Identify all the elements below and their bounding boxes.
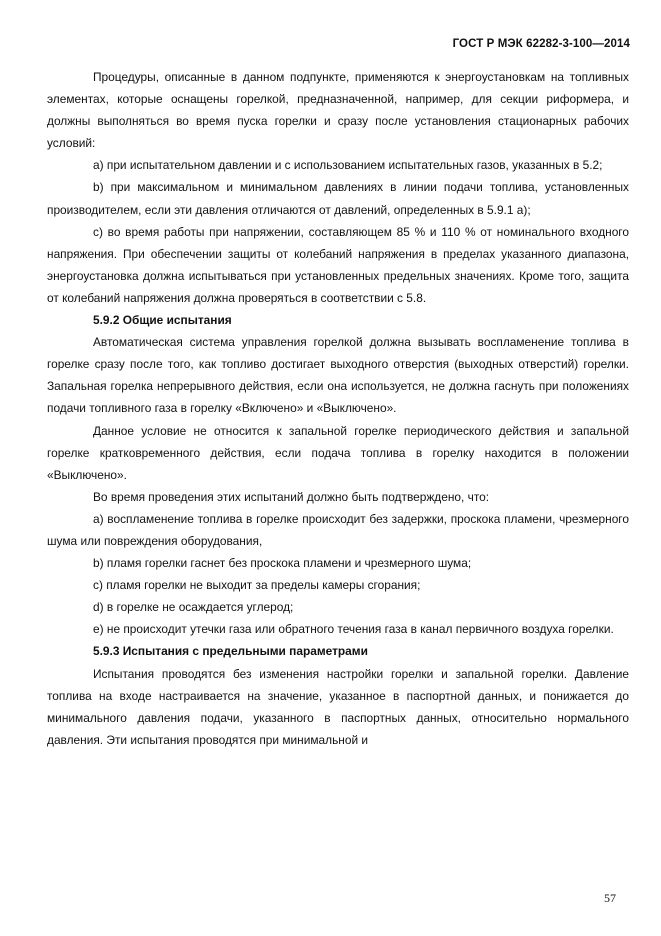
- check-item-c: с) пламя горелки не выходит за пределы камеры сгорания;: [93, 578, 421, 593]
- paragraph-limit-tests: Испытания проводятся без изменения настройки горелки и запальной горелки. Давление топлива на входе настраивается на значение, указанное в паспортной данных, и понижается до минимального давления подачи, указанного в паспортных данных, относительно нормального давления. Эти испытания проводятся при минимальной и: [47, 666, 629, 747]
- check-item-e: е) не происходит утечки газа или обратного течения газа в канал первичного воздуха горелки.: [93, 622, 614, 637]
- list-item-b: b) при максимальном и минимальном давлениях в линии подачи топлива, установленных производителем, если эти давления отличаются от давлений, определенных в 5.9.1 а);: [47, 180, 629, 217]
- page-number: 57: [604, 891, 616, 905]
- section-heading-5-9-2: 5.9.2 Общие испытания: [93, 313, 232, 328]
- paragraph-condition: Данное условие не относится к запальной горелке периодического действия и запальной горелке кратковременного действия, если подача топлива в горелку находится в положении «Выключено».: [47, 423, 629, 482]
- paragraph-intro: Процедуры, описанные в данном подпункте, применяются к энергоустановкам на топливных элементах, которые оснащены горелкой, предназначенной, например, для секции риформера, и должны выполняться во время пуска горелки и сразу после установления стационарных рабочих условий:: [47, 70, 629, 151]
- section-heading-5-9-3: 5.9.3 Испытания с предельными параметрами: [93, 644, 368, 659]
- check-item-d: d) в горелке не осаждается углерод;: [93, 600, 294, 615]
- check-item-a: а) воспламенение топлива в горелке происходит без задержки, проскока пламени, чрезмерного шума или повреждения оборудования,: [47, 511, 629, 548]
- list-item-a: а) при испытательном давлении и с использованием испытательных газов, указанных в 5.2;: [93, 158, 603, 173]
- check-item-b: b) пламя горелки гаснет без проскока пламени и чрезмерного шума;: [93, 556, 472, 571]
- document-header: ГОСТ Р МЭК 62282-3-100—2014: [452, 38, 630, 50]
- paragraph-confirm: Во время проведения этих испытаний должно быть подтверждено, что:: [93, 489, 490, 504]
- list-item-c: с) во время работы при напряжении, составляющем 85 % и 110 % от номинального входного напряжения. При обеспечении защиты от колебаний напряжения в пределах указанного диапазона, энергоустановка должна испытываться при установленных предельных значениях. Кроме того, защита от колебаний напряжения должна проверяться в соответствии с 5.8.: [47, 224, 629, 305]
- page-body: [47, 66, 629, 751]
- paragraph-auto-control: Автоматическая система управления горелкой должна вызывать воспламенение топлива в горелке сразу после того, как топливо достигает выходного отверстия (выходных отверстий) горелки. Запальная горелка непрерывного действия, если она используется, не должна гаснуть при положениях подачи топливного газа в горелку «Включено» и «Выключено».: [47, 335, 629, 416]
